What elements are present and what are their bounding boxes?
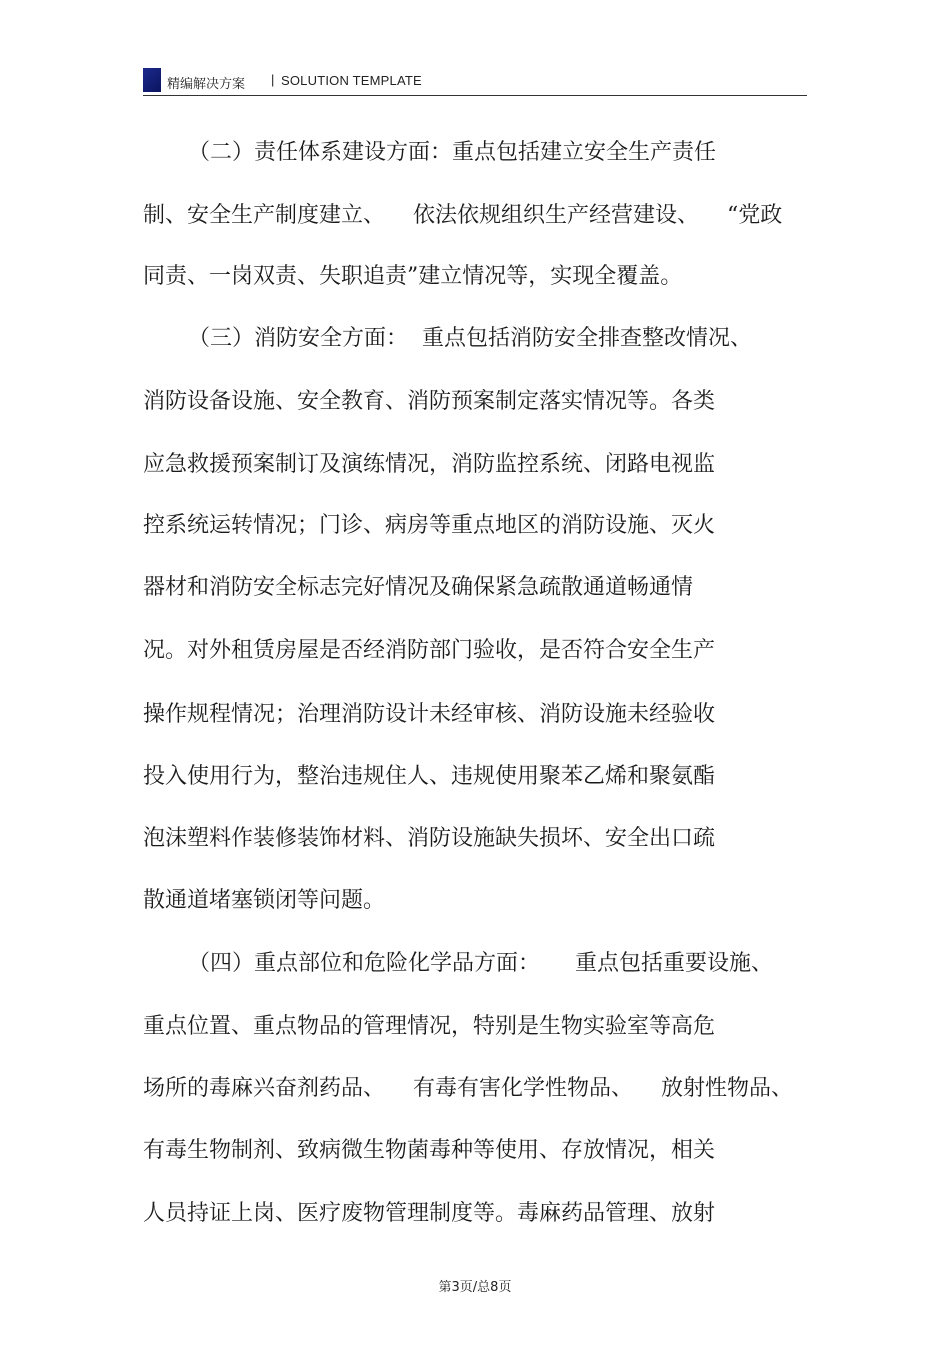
body-line: 器材和消防安全标志完好情况及确保紧急疏散通道畅通情: [143, 575, 694, 600]
body-line: （三）消防安全方面： 重点包括消防安全排查整改情况、: [188, 326, 752, 351]
body-line: 消防设备设施、安全教育、消防预案制定落实情况等。各类: [143, 389, 716, 414]
body-line: （四）重点部位和危险化学品方面： 重点包括重要设施、: [188, 951, 773, 976]
body-line: 操作规程情况；治理消防设计未经审核、消防设施未经验收: [143, 702, 716, 727]
body-line: 制、安全生产制度建立、 依法依规组织生产经营建设、 “党政: [143, 203, 783, 228]
header-separator: |: [271, 72, 275, 87]
header-title-en: SOLUTION TEMPLATE: [281, 73, 422, 88]
header-title-cn: 精编解决方案: [167, 77, 246, 92]
page-header: [143, 68, 807, 96]
body-line: 有毒生物制剂、致病微生物菌毒种等使用、存放情况，相关: [143, 1138, 716, 1163]
body-line: 同责、一岗双责、失职追责”建立情况等，实现全覆盖。: [143, 264, 683, 289]
body-line: 控系统运转情况；门诊、病房等重点地区的消防设施、灭火: [143, 513, 716, 538]
body-line: 散通道堵塞锁闭等问题。: [143, 888, 386, 913]
logo-icon: [143, 68, 161, 92]
body-line: （二）责任体系建设方面：重点包括建立安全生产责任: [188, 140, 717, 165]
body-line: 泡沫塑料作装修装饰材料、消防设施缺失损坏、安全出口疏: [143, 826, 716, 851]
body-line: 况。对外租赁房屋是否经消防部门验收，是否符合安全生产: [143, 638, 716, 663]
body-line: 场所的毒麻兴奋剂药品、 有毒有害化学性物品、 放射性物品、: [143, 1076, 793, 1101]
body-line: 重点位置、重点物品的管理情况，特别是生物实验室等高危: [143, 1014, 716, 1039]
body-line: 应急救援预案制订及演练情况，消防监控系统、闭路电视监: [143, 452, 716, 477]
body-line: 人员持证上岗、医疗废物管理制度等。毒麻药品管理、放射: [143, 1201, 716, 1226]
page-number: 第3页/总8页: [438, 1280, 512, 1295]
body-line: 投入使用行为，整治违规住人、违规使用聚苯乙烯和聚氨酯: [143, 764, 716, 789]
header-rule: [143, 95, 807, 96]
